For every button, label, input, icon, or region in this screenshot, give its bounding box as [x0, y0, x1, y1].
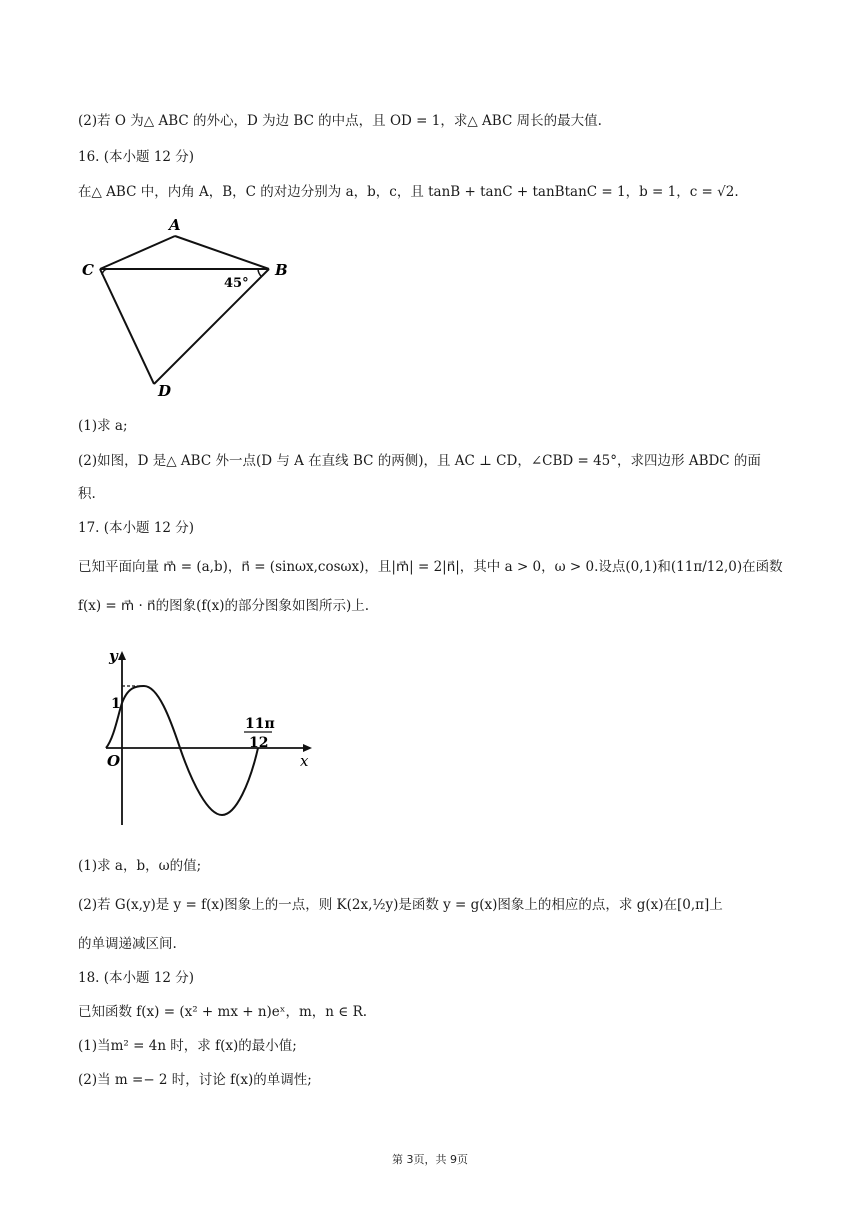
quadrilateral-figure [78, 212, 308, 402]
q17-part2: (2)若 G(x,y)是 y = f(x)图象上的一点，则 K(2x,½y)是函数 y = g(x)图象上的相应的点，求 g(x)在[0,π]上 [78, 897, 723, 913]
q17-part1: (1)求 a，b，ω的值; [78, 858, 202, 874]
label-frac-den: 12 [249, 735, 269, 751]
segment-cd [100, 269, 154, 384]
label-frac-num: 11π [245, 716, 275, 732]
q16-part2-cont: 积. [78, 486, 96, 502]
q15-part2: (2)若 O 为△ ABC 的外心，D 为边 BC 的中点，且 OD = 1，求△ ABC 周长的最大值. [78, 113, 602, 129]
x-axis-arrow [303, 744, 312, 752]
q18-statement: 已知函数 f(x) = (x² + mx + n)eˣ，m，n ∈ R. [78, 1004, 368, 1020]
q16-statement: 在△ ABC 中，内角 A，B，C 的对边分别为 a，b，c，且 tanB + tanC + tanBtanC = 1，b = 1，c = √2. [78, 184, 739, 200]
q18-part1: (1)当m² = 4n 时，求 f(x)的最小值; [78, 1038, 297, 1054]
label-y: y [109, 647, 118, 665]
q18-heading: 18. (本小题 12 分) [78, 970, 195, 986]
q17-statement-cont: f(x) = m⃗ · n⃗的图象(f(x)的部分图象如图所示)上. [78, 598, 370, 614]
segment-bd [154, 269, 269, 384]
q18-part2: (2)当 m =− 2 时，讨论 f(x)的单调性; [78, 1072, 312, 1088]
label-one: 1 [111, 696, 121, 712]
label-c: C [82, 261, 94, 279]
label-b: B [275, 261, 288, 279]
label-angle-45: 45° [224, 276, 249, 291]
y-axis-arrow [118, 651, 126, 660]
label-a: A [169, 216, 181, 234]
sine-curve [106, 686, 258, 815]
sine-graph-figure [100, 643, 320, 833]
q16-heading: 16. (本小题 12 分) [78, 149, 195, 165]
page-footer: 第 3页，共 9页 [392, 1153, 468, 1166]
q16-part2: (2)如图，D 是△ ABC 外一点(D 与 A 在直线 BC 的两侧)，且 AC ⊥ CD，∠CBD = 45°，求四边形 ABDC 的面 [78, 453, 761, 469]
q17-heading: 17. (本小题 12 分) [78, 520, 195, 536]
angle-mark-b [258, 269, 262, 277]
label-origin: O [107, 752, 121, 770]
q16-part1: (1)求 a; [78, 418, 128, 434]
q17-statement: 已知平面向量 m⃗ = (a,b)，n⃗ = (sinωx,cosωx)，且|m⃗| = 2|n⃗|，其中 a > 0，ω > 0.设点(0,1)和(11π/12,0)在函数 [78, 559, 783, 575]
q17-part2-cont: 的单调递减区间. [78, 936, 177, 952]
label-d: D [158, 382, 172, 400]
label-x: x [300, 752, 309, 770]
segment-ab [175, 236, 269, 269]
segment-ca [100, 236, 175, 269]
